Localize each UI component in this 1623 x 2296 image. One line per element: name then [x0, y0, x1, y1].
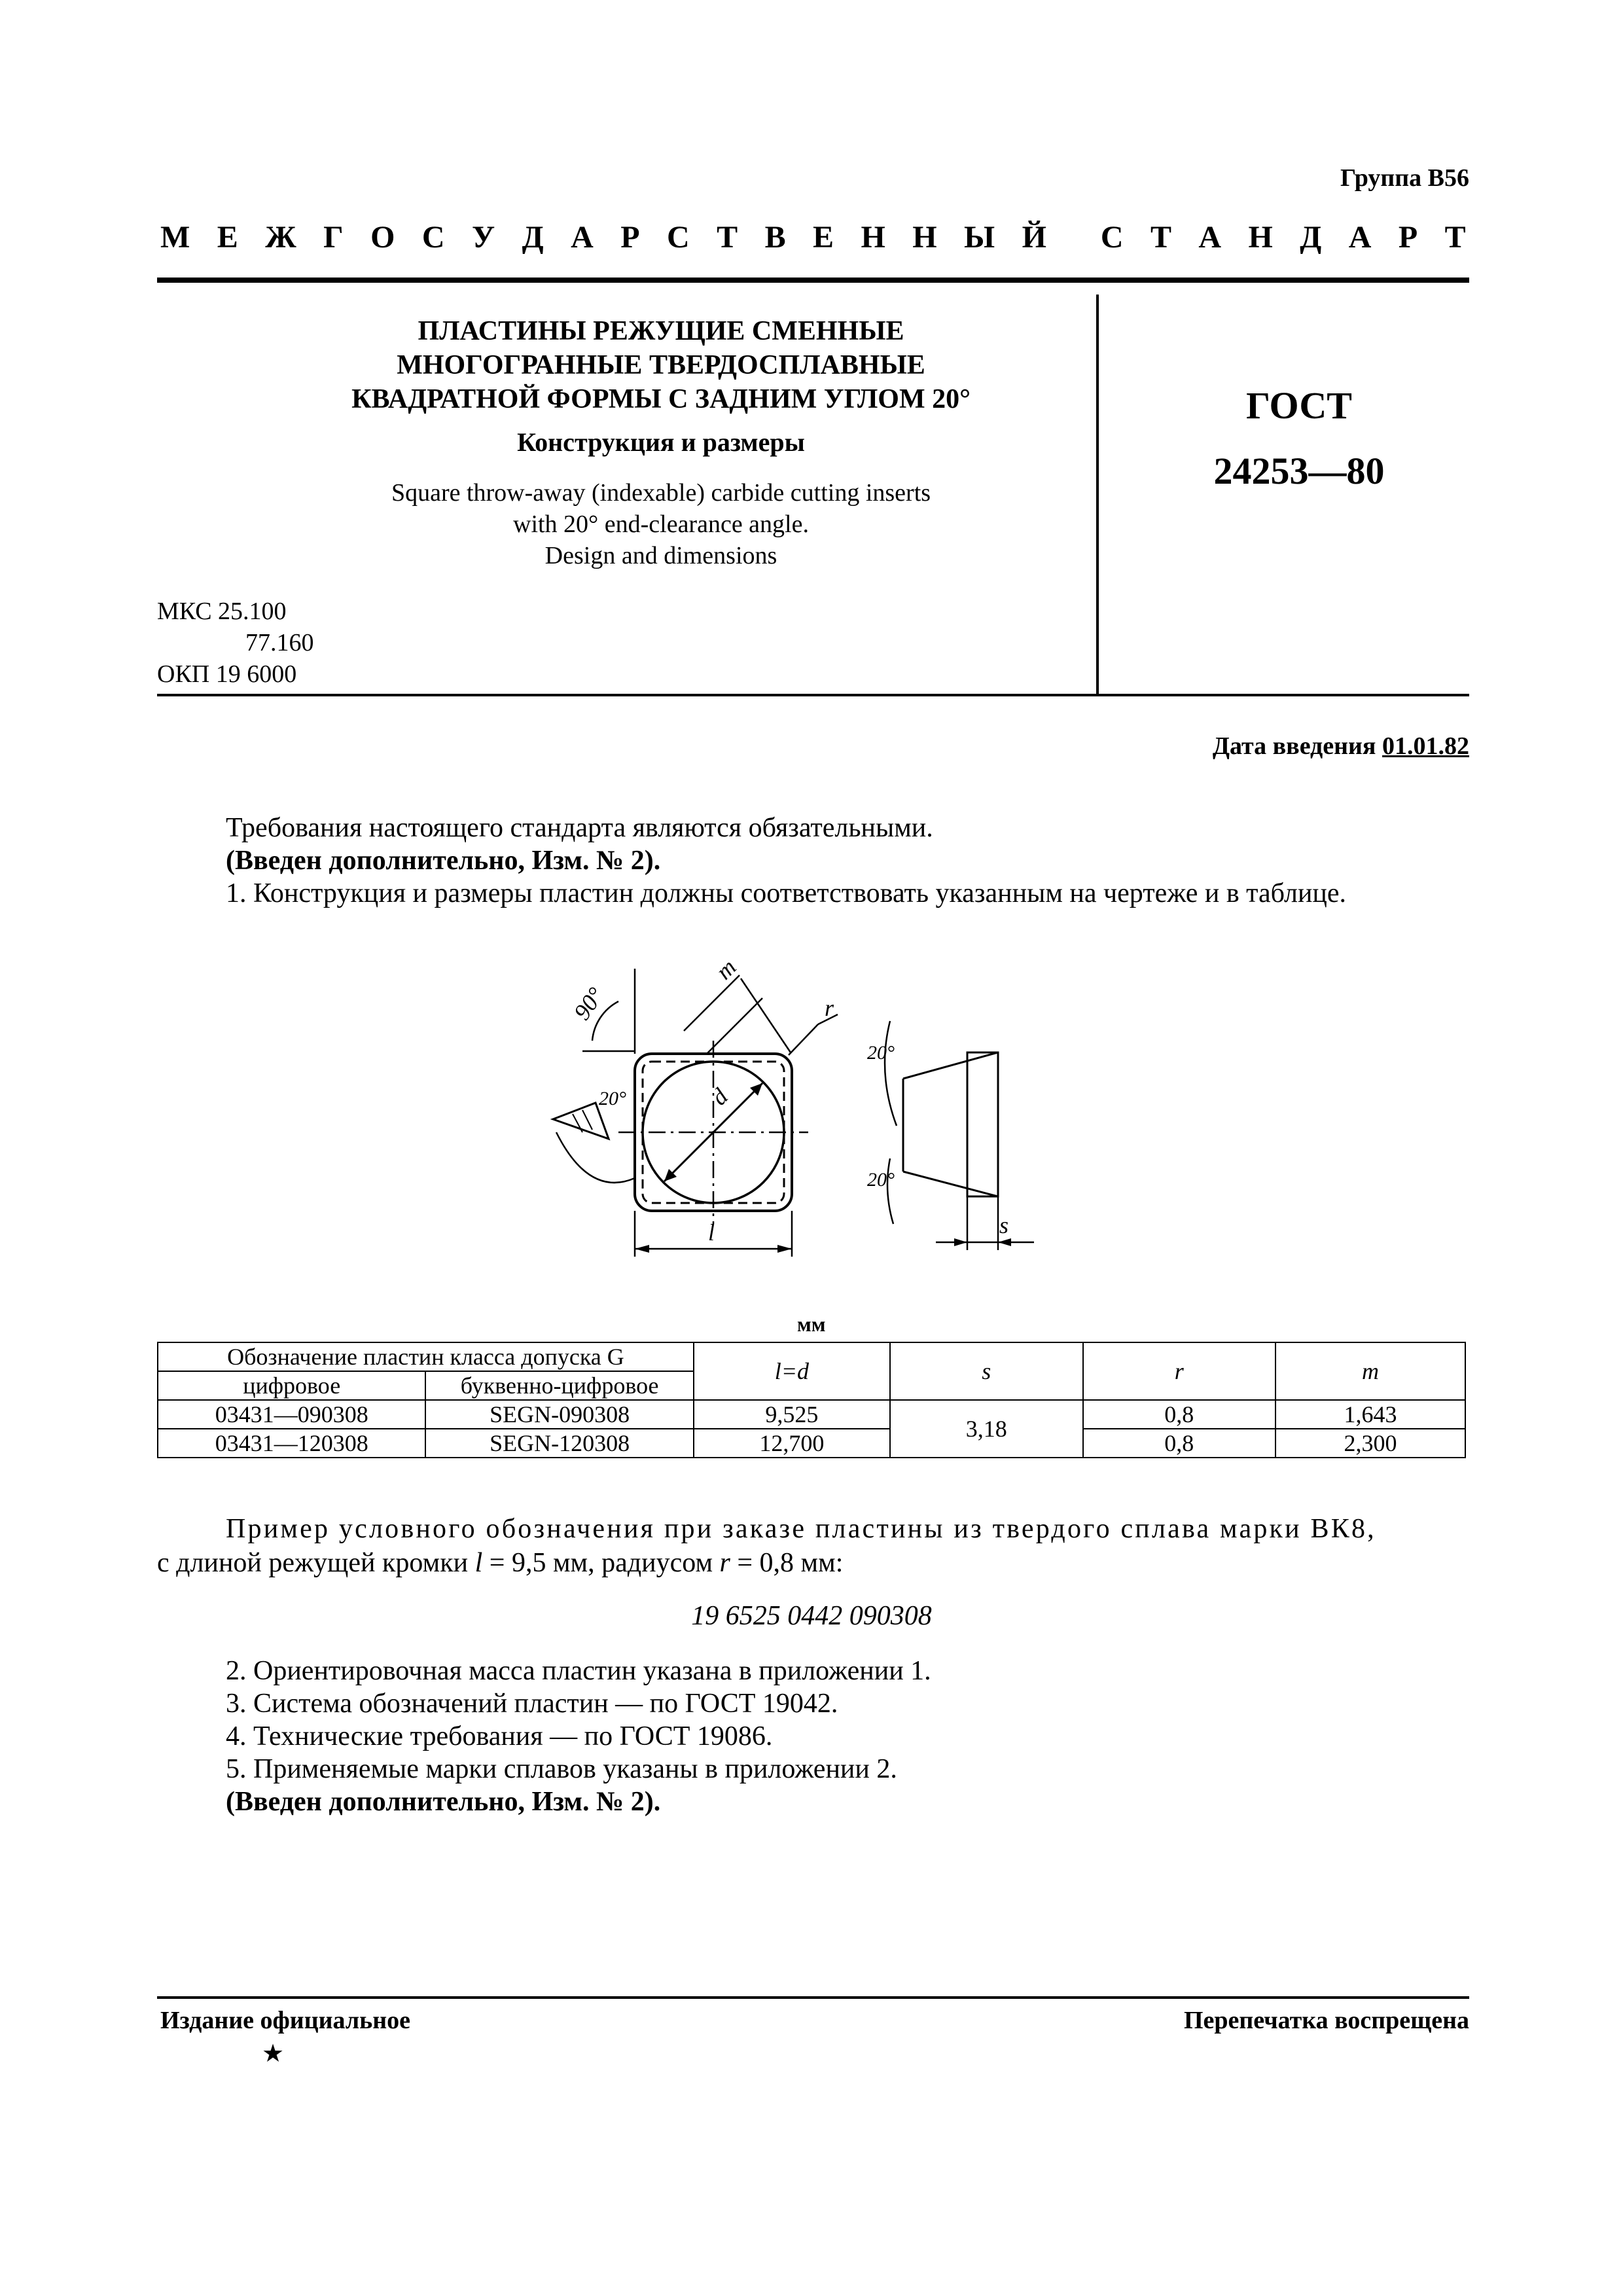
heading-letter: С: [667, 220, 690, 255]
cell-m: 2,300: [1275, 1429, 1465, 1458]
angle-20-bottom-label: 20°: [867, 1169, 895, 1191]
title-line: ПЛАСТИНЫ РЕЖУЩИЕ СМЕННЫЕ: [418, 316, 904, 346]
cell-s: 3,18: [890, 1400, 1083, 1458]
heading-letter: Т: [1444, 220, 1466, 255]
heading-letter: С: [1100, 220, 1124, 255]
side-view-outline: [967, 1052, 998, 1196]
mks-code: МКС 25.100: [157, 598, 287, 625]
footer-rule: [157, 1996, 1469, 1999]
example-var-l: l: [474, 1548, 483, 1578]
angle-20-left-label: 20°: [599, 1088, 626, 1109]
table-header-row: [158, 1342, 1465, 1371]
cell-alnum: SEGN-120308: [425, 1429, 693, 1458]
heading-letter: Й: [1022, 220, 1046, 255]
header-digital: цифровое: [158, 1371, 425, 1400]
amendment-note: (Введен дополнительно, Изм. № 2).: [226, 846, 661, 876]
radius-r-label: r: [825, 995, 834, 1021]
heading-letter: М: [160, 220, 190, 255]
subtitle: Конструкция и размеры: [517, 427, 805, 457]
heading-letter: Р: [1398, 220, 1418, 255]
insert-drawing: [537, 942, 1113, 1283]
heading-letter: А: [1348, 220, 1372, 255]
date-value: 01.01.82: [1382, 732, 1469, 760]
unit-label: мм: [797, 1312, 826, 1336]
cell-r: 0,8: [1083, 1429, 1276, 1458]
gost-number: 24253—80: [1213, 450, 1385, 492]
header-m: m: [1275, 1342, 1465, 1400]
heading-letter: Д: [522, 220, 544, 255]
angle-20-top-label: 20°: [867, 1042, 895, 1064]
heading-letter: Г: [323, 220, 344, 255]
heading-letter: В: [764, 220, 786, 255]
introduction-date: [1213, 732, 1469, 761]
star-icon: ★: [262, 2040, 285, 2068]
mandatory-note: Требования настоящего стандарта являются обязательными.: [226, 813, 933, 843]
title-block: [255, 314, 1067, 571]
cell-alnum: SEGN-090308: [425, 1400, 693, 1429]
heading-letter: Н: [861, 220, 885, 255]
table-row: [158, 1429, 1465, 1458]
chamfer-m-label: m: [710, 954, 741, 985]
cell-m: 1,643: [1275, 1400, 1465, 1429]
official-edition: Издание официальное: [160, 2007, 411, 2034]
english-title-line: with 20° end-clearance angle.: [513, 511, 809, 538]
designation-example: [157, 1512, 1466, 1580]
heading-letter: А: [1198, 220, 1222, 255]
heading-letter: Е: [217, 220, 238, 255]
gost-label: ГОСТ: [1246, 384, 1352, 427]
heading-letter: С: [421, 220, 445, 255]
heading-letter: Н: [912, 220, 937, 255]
example-var-r: r: [719, 1548, 730, 1578]
heading-letter: О: [370, 220, 395, 255]
heading-letter: Т: [1150, 220, 1171, 255]
example-text: = 9,5 мм, радиусом: [482, 1548, 720, 1578]
gost-block: [1175, 373, 1423, 504]
okp-code: ОКП 19 6000: [157, 660, 297, 688]
cell-r: 0,8: [1083, 1400, 1276, 1429]
header-alnum: буквенно-цифровое: [425, 1371, 693, 1400]
example-line-2: [157, 1546, 1466, 1580]
clause-2: 2. Ориентировочная масса пластин указана в приложении 1.: [226, 1656, 931, 1686]
title-line: МНОГОГРАННЫЕ ТВЕРДОСПЛАВНЫЕ: [397, 350, 925, 380]
angle-90-label: 90°: [568, 982, 609, 1025]
heading-letter: У: [471, 220, 495, 255]
interstate-standard-heading: [160, 219, 1466, 255]
cell-ld: 9,525: [694, 1400, 890, 1429]
heading-letter: Д: [1300, 220, 1322, 255]
clause-5: 5. Применяемые марки сплавов указаны в приложении 2.: [226, 1754, 897, 1784]
example-text: = 0,8 мм:: [730, 1548, 844, 1578]
top-rule: [157, 278, 1469, 283]
table-row: [158, 1400, 1465, 1429]
heading-letter: Т: [717, 220, 738, 255]
thickness-s-label: s: [999, 1212, 1009, 1238]
header-s: s: [890, 1342, 1083, 1400]
header-designation: Обозначение пластин класса допуска G: [158, 1342, 694, 1371]
clause-4: 4. Технические требования — по ГОСТ 19086.: [226, 1721, 773, 1751]
heading-letter: Ж: [265, 220, 296, 255]
reprint-prohibited: Перепечатка воспрещена: [1183, 2007, 1469, 2034]
dimensions-table: [157, 1342, 1466, 1458]
english-title-line: Square throw-away (indexable) carbide cutting inserts: [391, 479, 931, 507]
english-title: [255, 477, 1067, 571]
example-code: 19 6525 0442 090308: [691, 1601, 932, 1631]
example-text: с длиной режущей кромки: [157, 1548, 475, 1578]
heading-letter: Н: [1248, 220, 1273, 255]
example-line-1: Пример условного обозначения при заказе пластины из твердого сплава марки ВК8,: [226, 1514, 1376, 1544]
classification-codes: [157, 596, 314, 690]
length-l-label: l: [708, 1219, 715, 1246]
english-title-line: Design and dimensions: [544, 542, 777, 569]
amendment-note-2: (Введен дополнительно, Изм. № 2).: [226, 1787, 661, 1817]
heading-letter: А: [571, 220, 594, 255]
cell-digital: 03431—120308: [158, 1429, 425, 1458]
diameter-d-label: d: [705, 1083, 733, 1111]
title-line: КВАДРАТНОЙ ФОРМЫ С ЗАДНИМ УГЛОМ 20°: [351, 384, 971, 414]
section-rule: [157, 694, 1469, 696]
heading-letter: Р: [620, 220, 640, 255]
group-label: Группа В56: [1340, 164, 1469, 192]
title-divider: [1096, 295, 1099, 694]
clause-1: 1. Конструкция и размеры пластин должны соответствовать указанным на чертеже и в таблице.: [226, 878, 1347, 908]
cell-digital: 03431—090308: [158, 1400, 425, 1429]
header-r: r: [1083, 1342, 1276, 1400]
clause-3: 3. Система обозначений пластин — по ГОСТ 19042.: [226, 1689, 838, 1719]
heading-letter: Е: [813, 220, 834, 255]
date-label: Дата введения: [1212, 732, 1376, 760]
cell-ld: 12,700: [694, 1429, 890, 1458]
heading-letter: Ы: [964, 220, 995, 255]
header-ld: l=d: [694, 1342, 890, 1400]
mks-code-2: 77.160: [245, 629, 314, 656]
